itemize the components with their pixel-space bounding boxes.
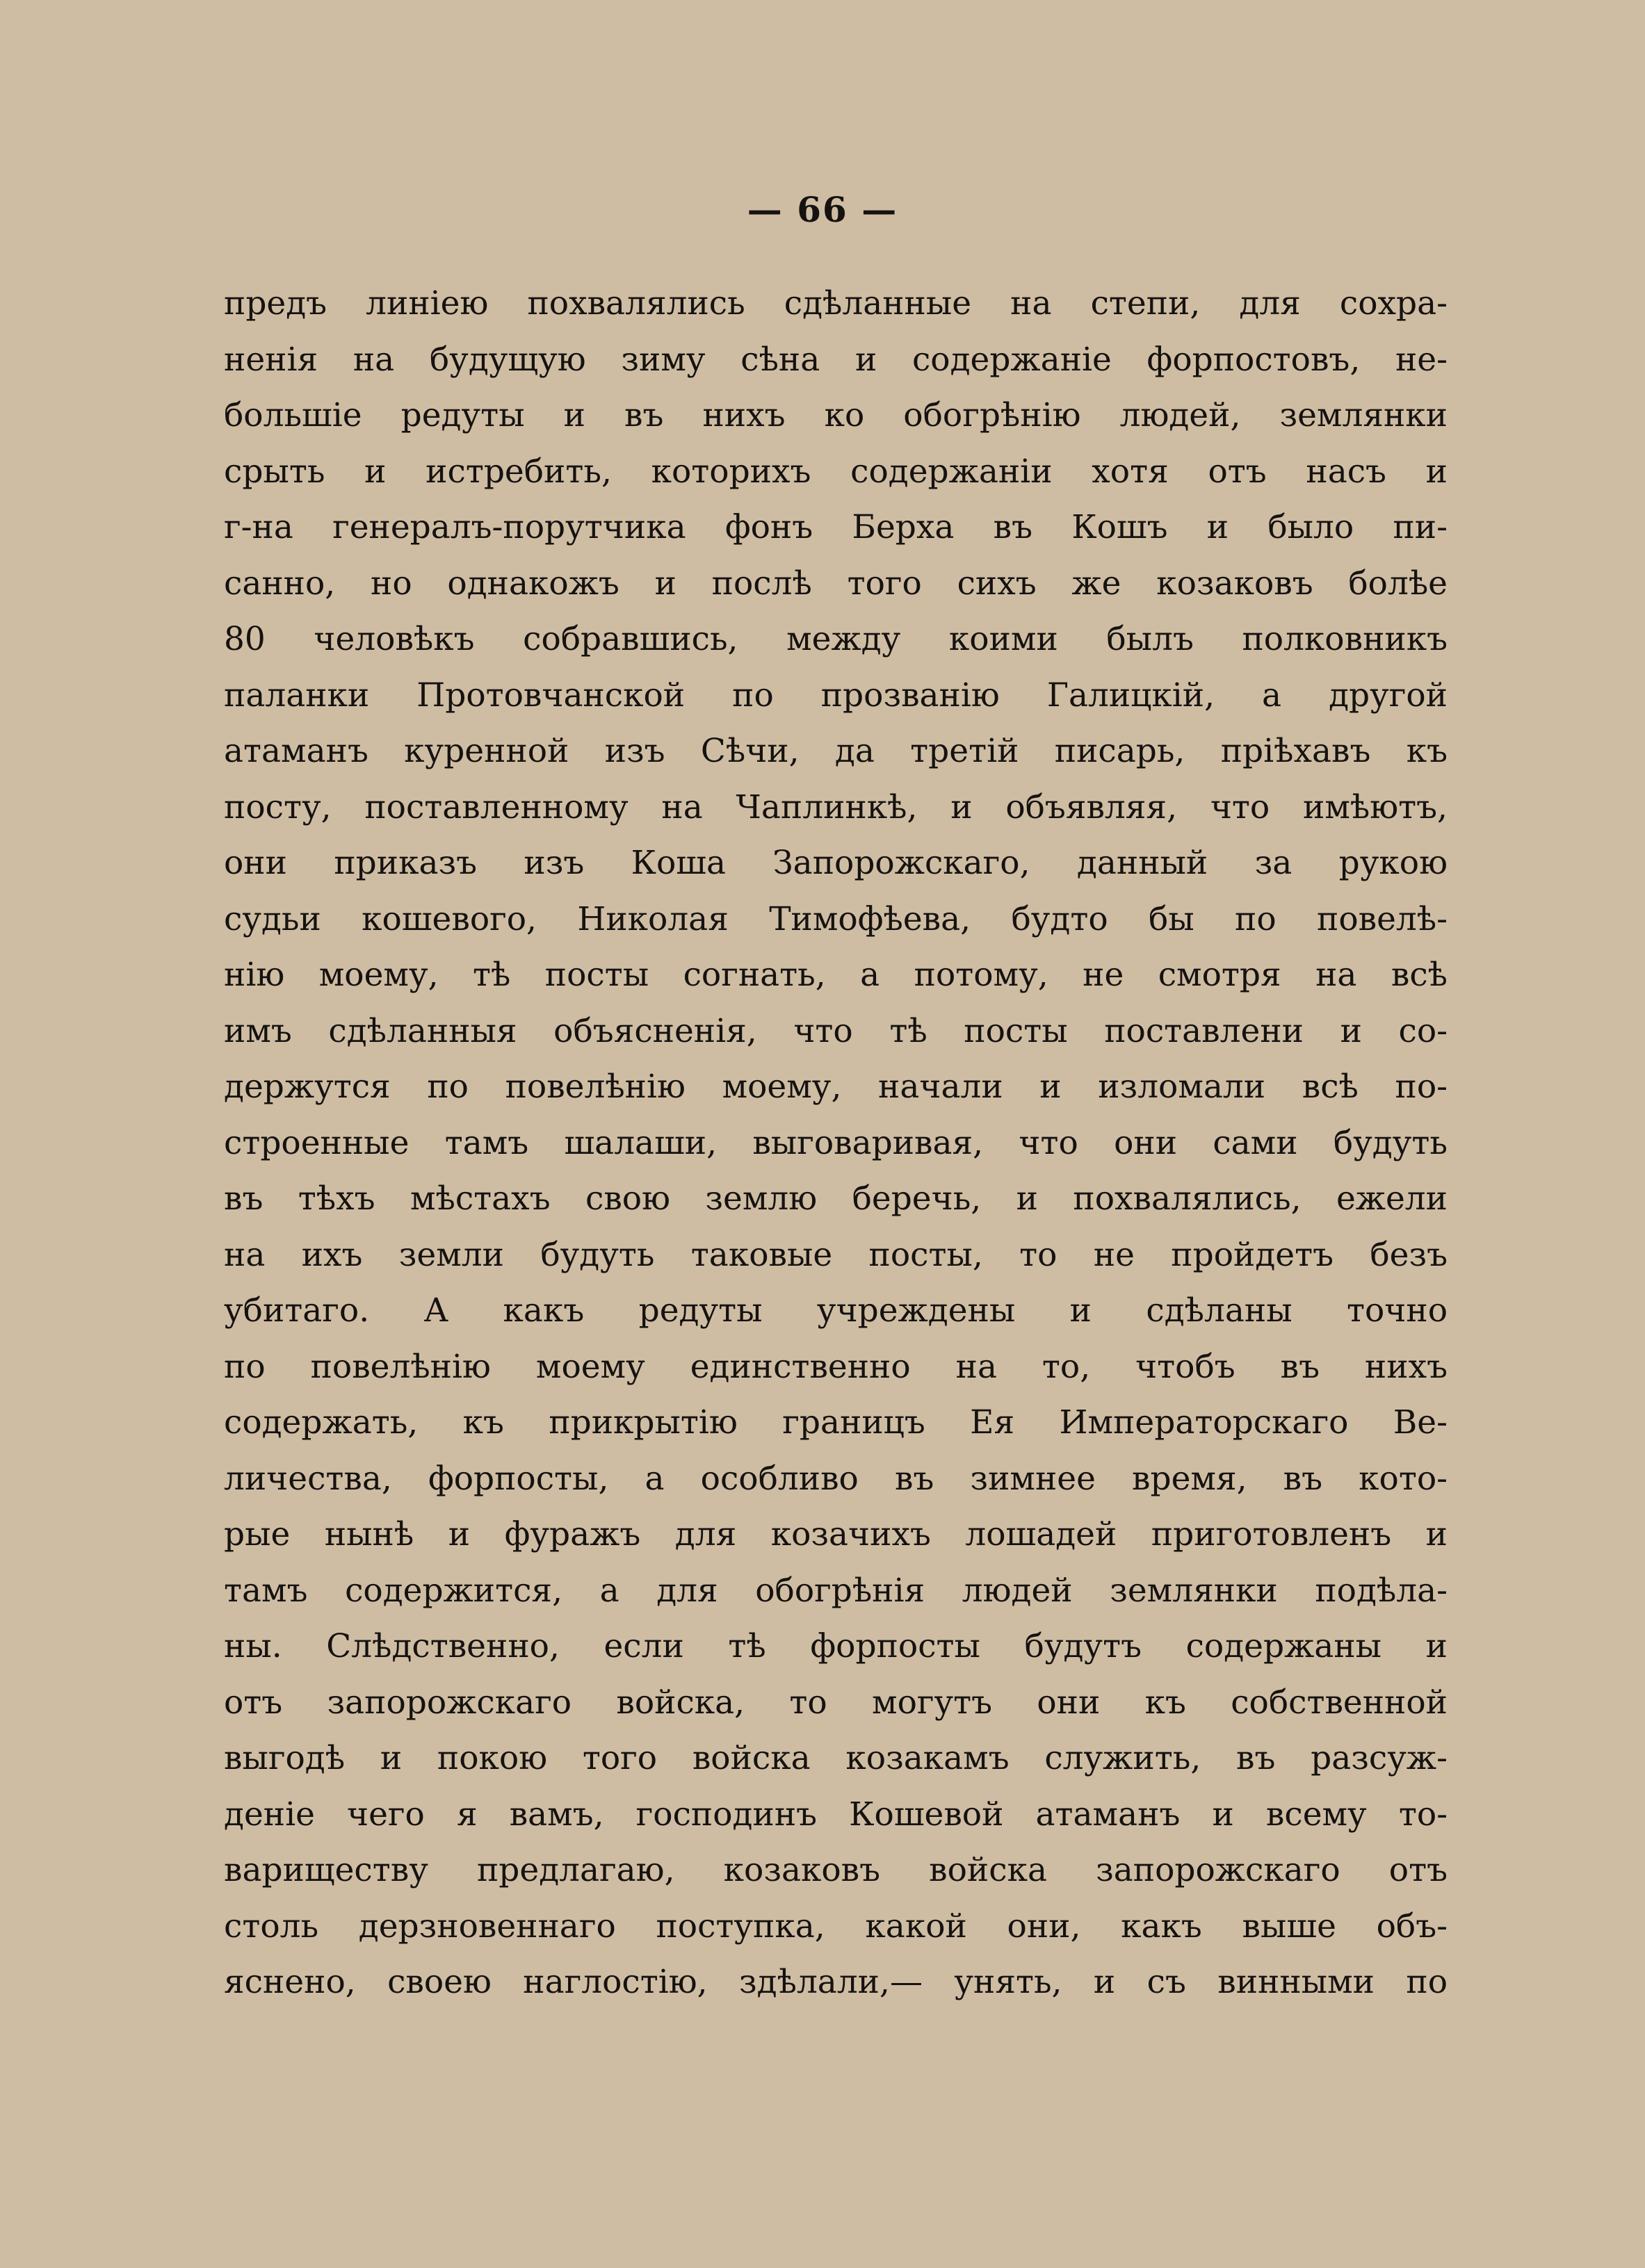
text-line: деніе чего я вамъ, господинъ Кошевой атаманъ и всему то- xyxy=(224,1795,1448,1834)
text-line: паланки Протовчанской по прозванію Галицкій, а другой xyxy=(224,676,1448,715)
text-line: имъ сдѣланныя объясненія, что тѣ посты поставлени и со- xyxy=(224,1011,1448,1050)
page-number: — 66 — xyxy=(747,189,898,230)
text-line: строенные тамъ шалаши, выговаривая, что они сами будуть xyxy=(224,1123,1448,1162)
text-line: вариществу предлагаю, козаковъ войска запорожскаго отъ xyxy=(224,1851,1448,1889)
text-line: убитаго. А какъ редуты учреждены и сдѣланы точно xyxy=(224,1291,1448,1330)
text-line: выгодѣ и покою того войска козакамъ служить, въ разсуж- xyxy=(224,1739,1448,1777)
text-line: судьи кошевого, Николая Тимофѣева, будто бы по повелѣ- xyxy=(224,899,1448,938)
text-line: большіе редуты и въ нихъ ко обогрѣнію людей, землянки xyxy=(224,396,1448,434)
text-line: на ихъ земли будуть таковые посты, то не пройдетъ безъ xyxy=(224,1235,1448,1274)
text-line: предъ линіею похвалялись сдѣланные на степи, для сохра- xyxy=(224,284,1448,323)
text-line: ны. Слѣдственно, если тѣ форпосты будутъ содержаны и xyxy=(224,1627,1448,1665)
text-line: личества, форпосты, а особливо въ зимнее время, въ кото- xyxy=(224,1459,1448,1498)
text-line: содержать, къ прикрытію границъ Ея Императорскаго Ве- xyxy=(224,1403,1448,1442)
text-line: столь дерзновеннаго поступка, какой они, какъ выше объ- xyxy=(224,1907,1448,1945)
text-line: ненія на будущую зиму сѣна и содержаніе форпостовъ, не- xyxy=(224,340,1448,379)
text-line: санно, но однакожъ и послѣ того сихъ же козаковъ болѣе xyxy=(224,564,1448,603)
text-line: по повелѣнію моему единственно на то, чтобъ въ нихъ xyxy=(224,1347,1448,1386)
body-text xyxy=(224,276,1448,2011)
text-line: въ тѣхъ мѣстахъ свою землю беречь, и похвалялись, ежели xyxy=(224,1180,1448,1218)
text-line: нію моему, тѣ посты согнать, а потому, не смотря на всѣ xyxy=(224,956,1448,994)
text-line: отъ запорожскаго войска, то могутъ они къ собственной xyxy=(224,1683,1448,1722)
text-line: они приказъ изъ Коша Запорожскаго, данный за рукою xyxy=(224,844,1448,882)
text-line: посту, поставленному на Чаплинкѣ, и объявляя, что имѣютъ, xyxy=(224,788,1448,826)
text-line: атаманъ куренной изъ Сѣчи, да третій писарь, пріѣхавъ къ xyxy=(224,732,1448,770)
text-line: тамъ содержится, а для обогрѣнія людей землянки подѣла- xyxy=(224,1571,1448,1610)
text-line: 80 человѣкъ собравшись, между коими былъ полковникъ xyxy=(224,620,1448,658)
text-line: держутся по повелѣнію моему, начали и изломали всѣ по- xyxy=(224,1068,1448,1106)
text-line: яснено, своею наглостію, здѣлали,— унять, и съ винными по xyxy=(224,1963,1448,2001)
text-line: г-на генералъ-порутчика фонъ Берха въ Кошъ и было пи- xyxy=(224,508,1448,546)
text-line: рые нынѣ и фуражъ для козачихъ лошадей приготовленъ и xyxy=(224,1515,1448,1553)
text-line: срыть и истребить, которихъ содержаніи хотя отъ насъ и xyxy=(224,452,1448,491)
